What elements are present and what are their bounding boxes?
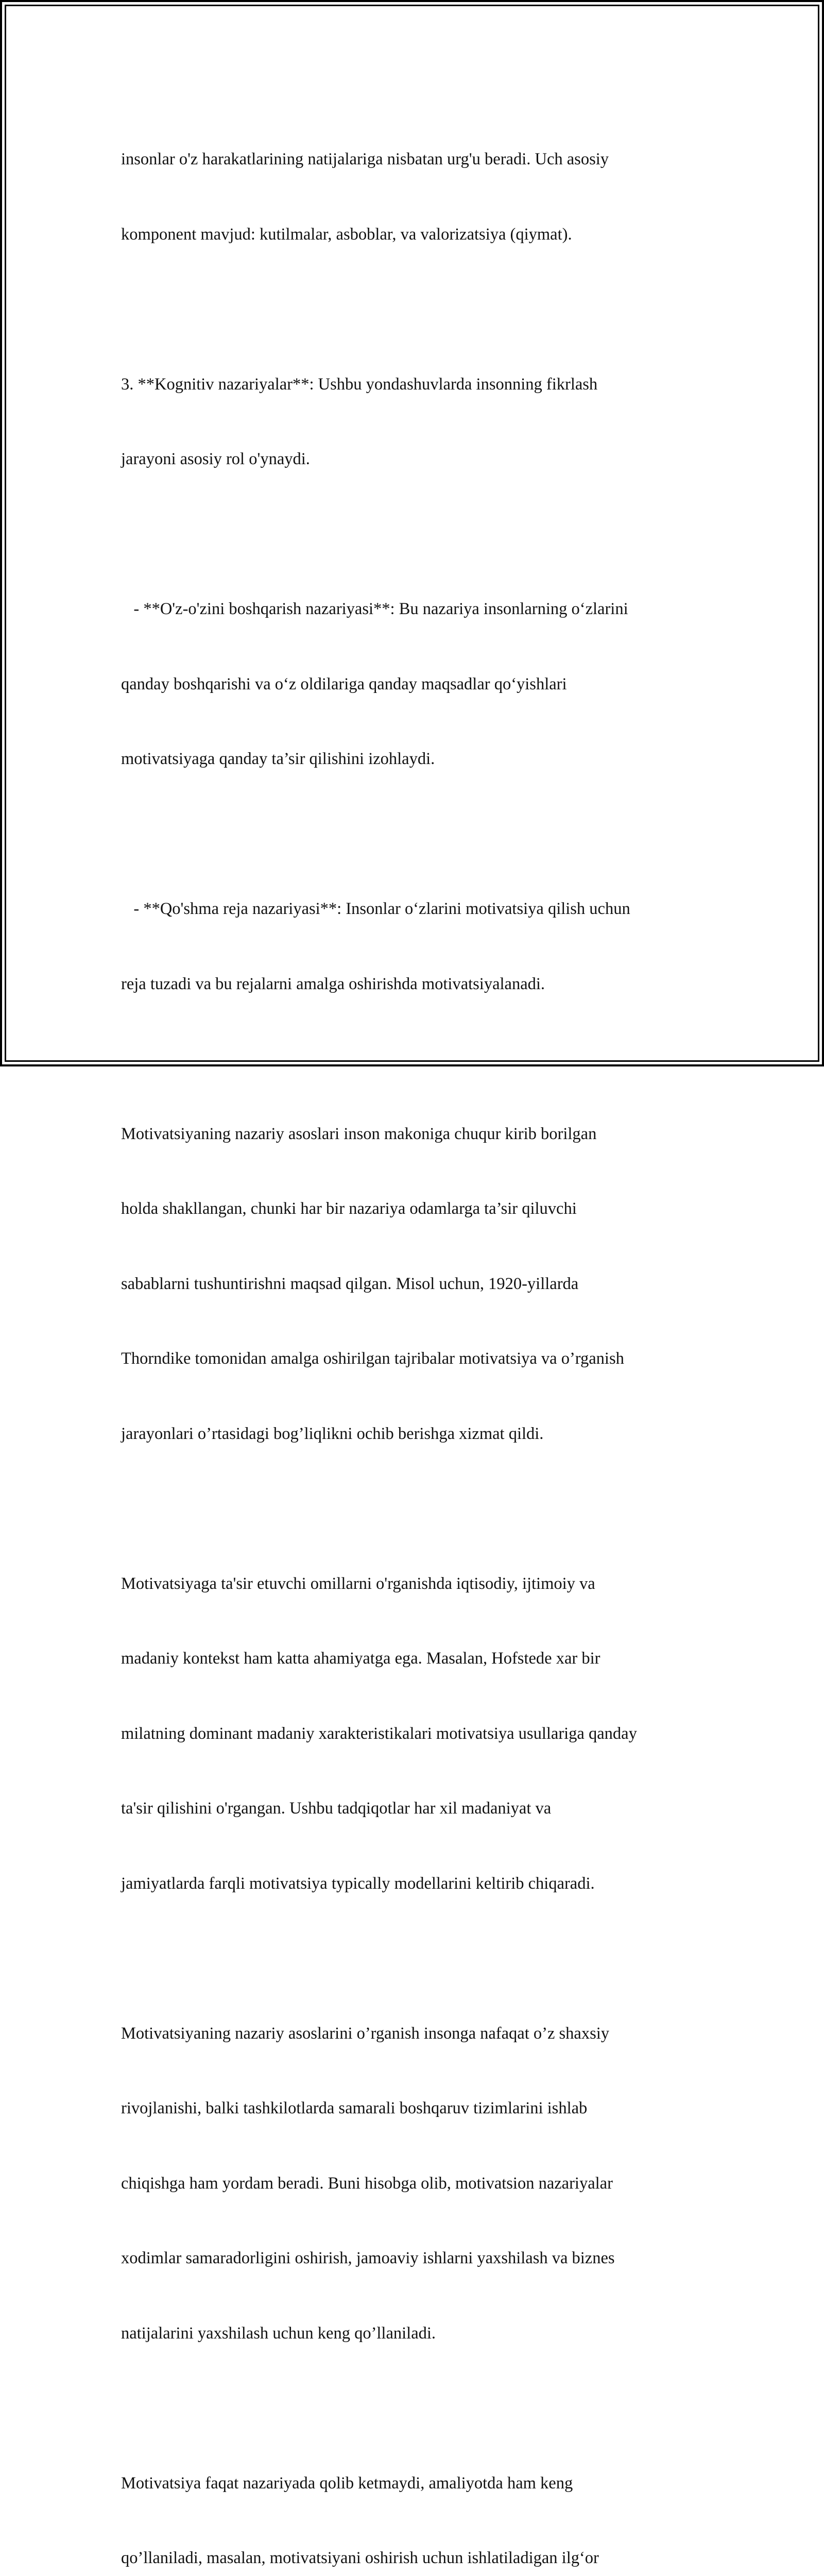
text-line: reja tuzadi va bu rejalarni amalga oshirishda motivatsiyalanadi. <box>121 972 708 997</box>
text-line: madaniy kontekst ham katta ahamiyatga ega. Masalan, Hofstede xar bir <box>121 1646 708 1671</box>
paragraph-expectancy-continuation <box>121 97 708 297</box>
text-line: sabablarni tushuntirishni maqsad qilgan. Misol uchun, 1920-yillarda <box>121 1272 708 1297</box>
text-line: Thorndike tomonidan amalga oshirilgan tajribalar motivatsiya va o’rganish <box>121 1346 708 1371</box>
text-line: komponent mavjud: kutilmalar, asboblar, va valorizatsiya (qiymat). <box>121 222 708 247</box>
text-line: xodimlar samaradorligini oshirish, jamoaviy ishlarni yaxshilash va biznes <box>121 2246 708 2271</box>
text-line: qo’llaniladi, masalan, motivatsiyani oshirish uchun ishlatiladigan ilg‘or <box>121 2546 708 2571</box>
text-line: Motivatsiyaning nazariy asoslari inson makoniga chuqur kirib borilgan <box>121 1122 708 1147</box>
text-line: natijalarini yaxshilash uchun keng qo’llaniladi. <box>121 2321 708 2346</box>
text-line: holda shakllangan, chunki har bir nazariya odamlarga ta’sir qiluvchi <box>121 1196 708 1222</box>
text-line: jarayoni asosiy rol o'ynaydi. <box>121 447 708 472</box>
text-line: qanday boshqarishi va o‘z oldilariga qanday maqsadlar qo‘yishlari <box>121 672 708 697</box>
text-line: - **O'z-o'zini boshqarish nazariyasi**: Bu nazariya insonlarning o‘zlarini <box>121 597 708 622</box>
text-line: jamiyatlarda farqli motivatsiya typically modellarini keltirib chiqaradi. <box>121 1871 708 1896</box>
paragraph-cognitive-theories <box>121 322 708 522</box>
text-line: ta'sir qilishini o'rgangan. Ushbu tadqiqotlar har xil madaniyat va <box>121 1796 708 1821</box>
paragraph-joint-plan-item <box>121 846 708 1046</box>
text-line: jarayonlari o’rtasidagi bog’liqlikni ochib berishga xizmat qildi. <box>121 1421 708 1447</box>
text-line: 3. **Kognitiv nazariyalar**: Ushbu yondashuvlarda insonning fikrlash <box>121 372 708 397</box>
paragraph-theoretical-foundations <box>121 1072 708 1497</box>
paragraph-cultural-context <box>121 1521 708 1946</box>
text-line: rivojlanishi, balki tashkilotlarda samarali boshqaruv tizimlarini ishlab <box>121 2096 708 2121</box>
paragraph-organizational-benefits <box>121 1971 708 2396</box>
text-line: chiqishga ham yordam beradi. Buni hisobga olib, motivatsion nazariyalar <box>121 2171 708 2196</box>
text-line: insonlar o'z harakatlarining natijalariga nisbatan urg'u beradi. Uch asosiy <box>121 147 708 172</box>
text-line: milatning dominant madaniy xarakteristikalari motivatsiya usullariga qanday <box>121 1721 708 1747</box>
text-line: Motivatsiyaning nazariy asoslarini o’rganish insonga nafaqat o’z shaxsiy <box>121 2021 708 2046</box>
text-line: motivatsiyaga qanday ta’sir qilishini izohlaydi. <box>121 747 708 772</box>
document-body <box>121 97 708 2576</box>
text-line: - **Qo'shma reja nazariyasi**: Insonlar o‘zlarini motivatsiya qilish uchun <box>121 896 708 922</box>
text-line: Motivatsiyaga ta'sir etuvchi omillarni o'rganishda iqtisodiy, ijtimoiy va <box>121 1571 708 1597</box>
text-line: Motivatsiya faqat nazariyada qolib ketmaydi, amaliyotda ham keng <box>121 2471 708 2496</box>
paragraph-practical-application <box>121 2421 708 2576</box>
paragraph-self-regulation-item <box>121 547 708 822</box>
